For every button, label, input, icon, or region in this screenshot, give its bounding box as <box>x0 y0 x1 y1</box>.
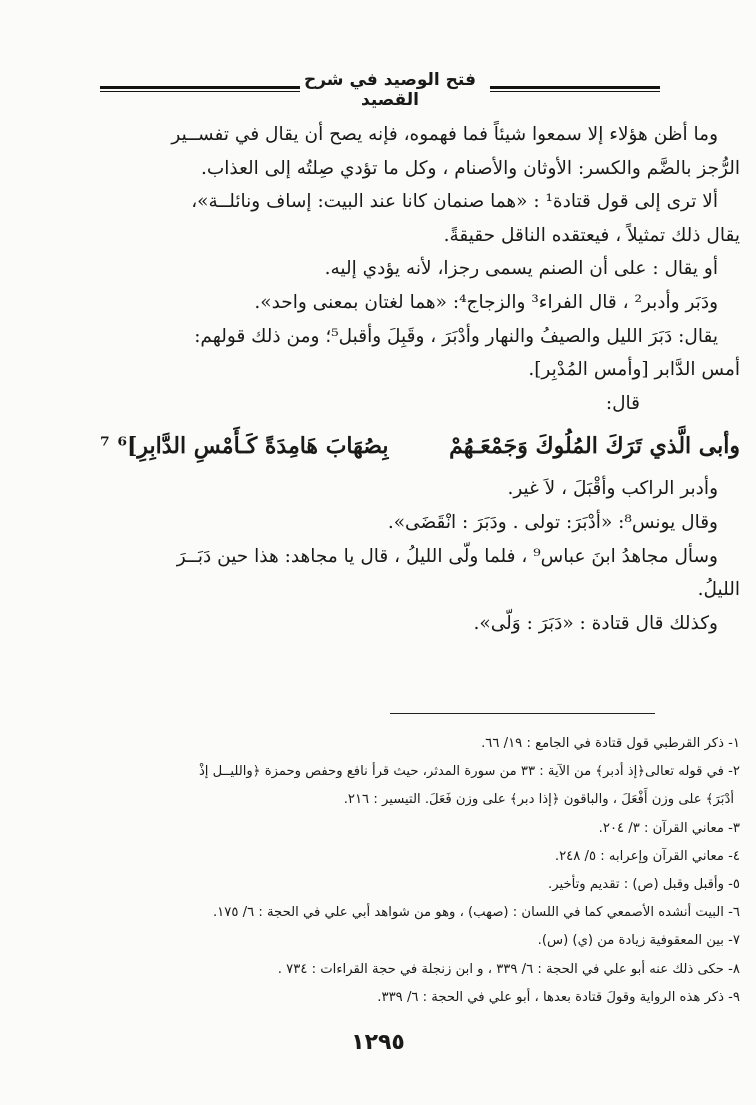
verse-first-hemistich: وأبى الَّذي تَرَكَ المُلُوكَ وَجَمْعَـهُمْ <box>449 432 740 459</box>
text-line: أمس الدَّابر [وأمس المُدْبِر]. <box>528 359 740 381</box>
header-title: فتح الوصيد في شرح القصيد <box>303 70 476 110</box>
footnote-separator <box>390 713 655 714</box>
footnote: ٢- في قوله تعالى﴿إذ أدبر﴾ من الآية : ٣٣ من سورة المدثر، حيث قرأ نافع وحفص وحمزة ﴿والليــل إذْ <box>198 764 740 780</box>
text-line: ألا ترى إلى قول قتادة¹ : «هما صنمان كانا عند البيت: إساف ونائلــة»، <box>191 191 718 213</box>
footnote: ٧- بين المعقوفية زيادة من (ي) (س). <box>537 933 740 949</box>
text-line: وقال يونس⁸: «أدْبَرَ: تولى . ودَبَرَ : انْقَضَى». <box>387 511 718 533</box>
text-line: قال: <box>605 392 640 414</box>
text-line: وأدبر الراكب وأقْبَلَ ، لاَ غير. <box>507 478 718 500</box>
text-line: يقال: دَبَرَ الليل والصيفُ والنهار وأدْبَرَ ، وقَبِلَ وأقبل⁵؛ ومن ذلك قولهم: <box>194 325 718 347</box>
footnote: ١- ذكر القرطبي قول قتادة في الجامع : ١٩/ ٦٦. <box>481 736 740 751</box>
running-header <box>0 60 756 110</box>
text-line: وسأل مجاهدُ ابنَ عباس⁹ ، فلما ولّى الليلُ ، قال يا مجاهد: هذا حين دَبَــرَ <box>176 545 718 567</box>
main-text <box>100 118 740 640</box>
text-line: ودَبَر وأدبر² ، قال الفراء³ والزجاج⁴: «هما لغتان بمعنى واحد». <box>254 291 718 313</box>
verse-second-hemistich: بِصُهَابَ هَامِدَةً كَـأَمْسِ الدَّابِرِ]⁶ ⁷ <box>100 432 389 459</box>
text-line: وكذلك قال قتادة : «دَبَرَ : وَلّى». <box>473 612 718 634</box>
footnotes <box>100 730 740 1012</box>
text-line: أو يقال : على أن الصنم يسمى رجزا، لأنه يؤدي إليه. <box>324 258 718 280</box>
footnote: ٦- البيت أنشده الأصمعي كما في اللسان : (صهب) ، وهو من شواهد أبي علي في الحجة : ٦/ ١٧٥. <box>212 905 740 921</box>
page-number: ١٢٩٥ <box>351 1030 405 1055</box>
header-rule-right <box>490 86 660 92</box>
footnote: ٩- ذكر هذه الرواية وقولَ قتادة بعدها ، أبو علي في الحجة : ٦/ ٣٣٩. <box>377 989 740 1005</box>
text-line: الرُّجز بالضَّم والكسر: الأوثان والأصنام ، وكل ما تؤدي صِلتُه إلى العذاب. <box>200 157 740 179</box>
footnote: ٥- وأقبل وقبل (ص) : تقديم وتأخير. <box>548 876 740 892</box>
text-line: يقال ذلك تمثيلاً ، فيعتقده الناقل حقيقةً. <box>443 224 740 246</box>
footnote: ٣- معاني القرآن : ٣/ ٢٠٤. <box>598 820 740 836</box>
footnote: ٨- حكى ذلك عنه أبو علي في الحجة : ٦/ ٣٣٩ ، و ابن زنجلة في حجة القراءات : ٧٣٤ . <box>277 961 740 977</box>
footnote-continuation: أدْبَرَ﴾ على وزن أَفْعَلَ ، والباقون ﴿إذا دبر﴾ على وزن فَعَلَ. التيسير : ٢١٦. <box>343 792 734 808</box>
text-line: الليلُ. <box>697 579 740 601</box>
text-line: وما أظن هؤلاء إلا سمعوا شيئاً فما فهموه، فإنه يصح أن يقال في تفســير <box>171 124 718 145</box>
footnote: ٤- معاني القرآن وإعرابه : ٥/ ٢٤٨. <box>554 848 740 864</box>
poetry-verse <box>100 420 740 472</box>
header-rule-left <box>100 86 300 92</box>
